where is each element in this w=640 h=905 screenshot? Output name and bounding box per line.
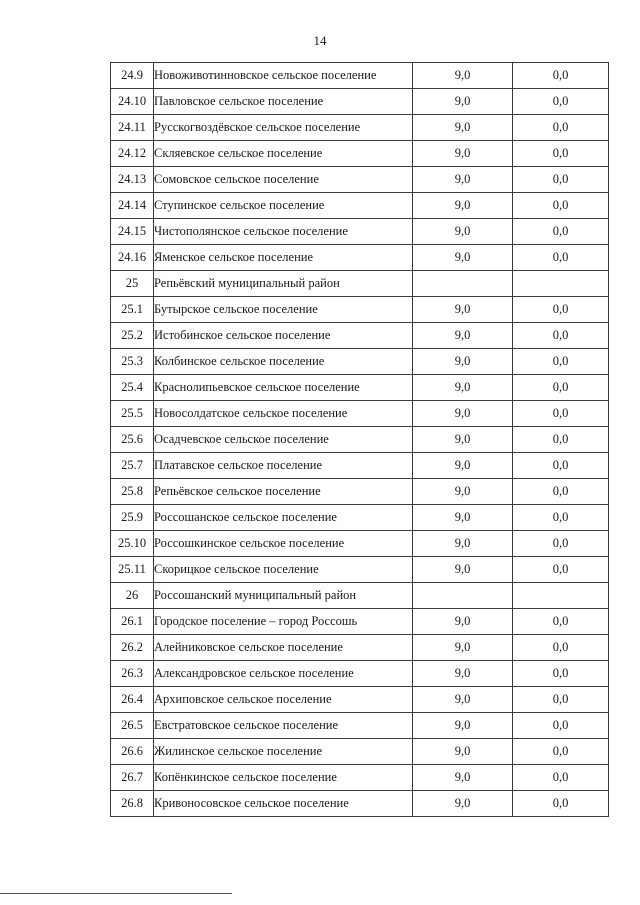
row-number-cell: 26.8 [111, 791, 154, 817]
table-row [111, 245, 609, 271]
table-row [111, 583, 609, 609]
table-row [111, 765, 609, 791]
table-row [111, 193, 609, 219]
table-row [111, 63, 609, 89]
value-2-cell: 0,0 [513, 453, 609, 479]
value-2-cell: 0,0 [513, 323, 609, 349]
value-2-cell: 0,0 [513, 609, 609, 635]
settlement-name-cell: Евстратовское сельское поселение [154, 713, 413, 739]
table-body [111, 63, 609, 817]
settlement-name-cell: Жилинское сельское поселение [154, 739, 413, 765]
table-row [111, 89, 609, 115]
value-2-cell: 0,0 [513, 531, 609, 557]
row-number-cell: 25.2 [111, 323, 154, 349]
settlement-name-cell: Ступинское сельское поселение [154, 193, 413, 219]
settlement-name-cell: Чистополянское сельское поселение [154, 219, 413, 245]
table-row [111, 349, 609, 375]
row-number-cell: 26.5 [111, 713, 154, 739]
row-number-cell: 25.8 [111, 479, 154, 505]
value-2-cell: 0,0 [513, 219, 609, 245]
settlement-name-cell: Сомовское сельское поселение [154, 167, 413, 193]
settlement-name-cell: Скляевское сельское поселение [154, 141, 413, 167]
value-1-cell: 9,0 [413, 89, 513, 115]
value-2-cell: 0,0 [513, 791, 609, 817]
table-row [111, 271, 609, 297]
value-2-cell: 0,0 [513, 115, 609, 141]
settlement-name-cell: Бутырское сельское поселение [154, 297, 413, 323]
value-1-cell: 9,0 [413, 219, 513, 245]
value-2-cell: 0,0 [513, 401, 609, 427]
settlement-name-cell: Городское поселение – город Россошь [154, 609, 413, 635]
settlement-name-cell: Новосолдатское сельское поселение [154, 401, 413, 427]
value-2-cell: 0,0 [513, 245, 609, 271]
table-row [111, 375, 609, 401]
value-2-cell: 0,0 [513, 765, 609, 791]
table-row [111, 791, 609, 817]
table-row [111, 401, 609, 427]
value-1-cell: 9,0 [413, 479, 513, 505]
settlement-name-cell: Скорицкое сельское поселение [154, 557, 413, 583]
value-2-cell: 0,0 [513, 739, 609, 765]
settlement-name-cell: Архиповское сельское поселение [154, 687, 413, 713]
value-1-cell: 9,0 [413, 63, 513, 89]
value-2-cell: 0,0 [513, 63, 609, 89]
value-1-cell: 9,0 [413, 297, 513, 323]
row-number-cell: 25.10 [111, 531, 154, 557]
value-1-cell: 9,0 [413, 661, 513, 687]
row-number-cell: 24.9 [111, 63, 154, 89]
table-row [111, 635, 609, 661]
value-1-cell: 9,0 [413, 375, 513, 401]
value-2-cell: 0,0 [513, 557, 609, 583]
settlement-name-cell: Павловское сельское поселение [154, 89, 413, 115]
value-2-cell: 0,0 [513, 375, 609, 401]
table-row [111, 479, 609, 505]
value-2-cell: 0,0 [513, 687, 609, 713]
table-row [111, 531, 609, 557]
settlement-name-cell: Россошанский муниципальный район [154, 583, 413, 609]
value-1-cell: 9,0 [413, 505, 513, 531]
row-number-cell: 26.1 [111, 609, 154, 635]
row-number-cell: 24.16 [111, 245, 154, 271]
settlement-name-cell: Репьёвское сельское поселение [154, 479, 413, 505]
value-2-cell: 0,0 [513, 297, 609, 323]
value-2-cell: 0,0 [513, 661, 609, 687]
row-number-cell: 24.12 [111, 141, 154, 167]
table-row [111, 739, 609, 765]
settlement-name-cell: Русскогвоздёвское сельское поселение [154, 115, 413, 141]
row-number-cell: 25.3 [111, 349, 154, 375]
value-1-cell: 9,0 [413, 765, 513, 791]
value-1-cell: 9,0 [413, 167, 513, 193]
value-2-cell: 0,0 [513, 141, 609, 167]
value-1-cell [413, 271, 513, 297]
settlement-name-cell: Репьёвский муниципальный район [154, 271, 413, 297]
row-number-cell: 25.7 [111, 453, 154, 479]
row-number-cell: 25.11 [111, 557, 154, 583]
table-row [111, 687, 609, 713]
value-1-cell: 9,0 [413, 245, 513, 271]
value-1-cell: 9,0 [413, 141, 513, 167]
row-number-cell: 26.7 [111, 765, 154, 791]
value-1-cell: 9,0 [413, 115, 513, 141]
settlement-name-cell: Колбинское сельское поселение [154, 349, 413, 375]
row-number-cell: 26 [111, 583, 154, 609]
row-number-cell: 26.3 [111, 661, 154, 687]
value-1-cell: 9,0 [413, 687, 513, 713]
value-2-cell [513, 271, 609, 297]
value-1-cell: 9,0 [413, 427, 513, 453]
value-2-cell: 0,0 [513, 479, 609, 505]
value-1-cell: 9,0 [413, 609, 513, 635]
value-2-cell [513, 583, 609, 609]
value-1-cell: 9,0 [413, 557, 513, 583]
value-2-cell: 0,0 [513, 89, 609, 115]
footer-divider [0, 893, 232, 894]
row-number-cell: 26.6 [111, 739, 154, 765]
table-row [111, 167, 609, 193]
settlements-table [110, 62, 609, 817]
value-1-cell: 9,0 [413, 713, 513, 739]
value-1-cell: 9,0 [413, 453, 513, 479]
table-row [111, 297, 609, 323]
value-1-cell: 9,0 [413, 193, 513, 219]
value-1-cell: 9,0 [413, 323, 513, 349]
table-row [111, 115, 609, 141]
value-1-cell: 9,0 [413, 401, 513, 427]
page-number: 14 [313, 33, 327, 48]
table-row [111, 141, 609, 167]
value-1-cell: 9,0 [413, 349, 513, 375]
table-row [111, 557, 609, 583]
settlement-name-cell: Яменское сельское поселение [154, 245, 413, 271]
row-number-cell: 24.11 [111, 115, 154, 141]
row-number-cell: 25.9 [111, 505, 154, 531]
row-number-cell: 24.14 [111, 193, 154, 219]
table-row [111, 427, 609, 453]
row-number-cell: 25.6 [111, 427, 154, 453]
value-1-cell: 9,0 [413, 739, 513, 765]
settlement-name-cell: Россошкинское сельское поселение [154, 531, 413, 557]
value-1-cell: 9,0 [413, 635, 513, 661]
value-2-cell: 0,0 [513, 427, 609, 453]
row-number-cell: 26.2 [111, 635, 154, 661]
settlement-name-cell: Краснолипьевское сельское поселение [154, 375, 413, 401]
settlement-name-cell: Александровское сельское поселение [154, 661, 413, 687]
table-row [111, 713, 609, 739]
row-number-cell: 26.4 [111, 687, 154, 713]
table-row [111, 219, 609, 245]
settlement-name-cell: Алейниковское сельское поселение [154, 635, 413, 661]
row-number-cell: 25.1 [111, 297, 154, 323]
settlement-name-cell: Россошанское сельское поселение [154, 505, 413, 531]
settlement-name-cell: Платавское сельское поселение [154, 453, 413, 479]
value-1-cell: 9,0 [413, 531, 513, 557]
value-2-cell: 0,0 [513, 713, 609, 739]
value-1-cell: 9,0 [413, 791, 513, 817]
row-number-cell: 25.5 [111, 401, 154, 427]
row-number-cell: 24.10 [111, 89, 154, 115]
value-2-cell: 0,0 [513, 635, 609, 661]
row-number-cell: 24.13 [111, 167, 154, 193]
row-number-cell: 25.4 [111, 375, 154, 401]
value-2-cell: 0,0 [513, 167, 609, 193]
value-2-cell: 0,0 [513, 505, 609, 531]
settlement-name-cell: Истобинское сельское поселение [154, 323, 413, 349]
table-row [111, 661, 609, 687]
row-number-cell: 25 [111, 271, 154, 297]
table-row [111, 323, 609, 349]
table-row [111, 453, 609, 479]
table-row [111, 609, 609, 635]
settlement-name-cell: Кривоносовское сельское поселение [154, 791, 413, 817]
settlement-name-cell: Копёнкинское сельское поселение [154, 765, 413, 791]
table-row [111, 505, 609, 531]
settlement-name-cell: Новоживотинновское сельское поселение [154, 63, 413, 89]
row-number-cell: 24.15 [111, 219, 154, 245]
settlement-name-cell: Осадчевское сельское поселение [154, 427, 413, 453]
value-2-cell: 0,0 [513, 193, 609, 219]
value-1-cell [413, 583, 513, 609]
value-2-cell: 0,0 [513, 349, 609, 375]
